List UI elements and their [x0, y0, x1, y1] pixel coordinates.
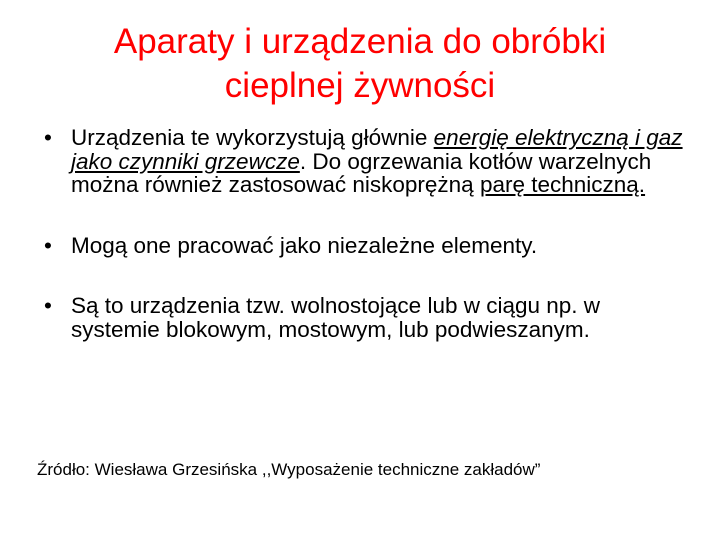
bullet-list	[44, 126, 694, 341]
energy-gas-link[interactable]: energię elektryczną i gaz jako czynniki grzewcze	[71, 125, 683, 174]
bullet-item-independent	[44, 234, 694, 258]
bullet-text: Urządzenia te wykorzystują głównie	[71, 125, 434, 150]
bullet-dot: •	[44, 293, 52, 318]
bullet-text: . Do ogrzewania kotłów warzelnych można również zastosować niskoprężną	[71, 148, 652, 197]
title-line-1: Aparaty i urządzenia do obróbki	[113, 22, 607, 61]
bullet-dot: •	[44, 125, 52, 150]
source-citation: Źródło: Wiesława Grzesińska ,,Wyposażenie techniczne zakładów”	[37, 460, 541, 479]
bullet-dot: •	[44, 232, 52, 258]
technical-steam-link[interactable]: parę techniczną.	[479, 172, 646, 197]
bullet-item-heating-sources	[44, 126, 694, 197]
title-line-2: cieplnej żywności	[224, 66, 496, 105]
bullet-text: Są to urządzenia tzw. wolnostojące lub w ciągu np. w systemie blokowym, mostowym, lub podwieszanym.	[71, 293, 601, 342]
slide-title	[0, 20, 720, 108]
bullet-text: Mogą one pracować jako niezależne elementy.	[71, 232, 538, 258]
bullet-item-freestanding	[44, 294, 694, 341]
